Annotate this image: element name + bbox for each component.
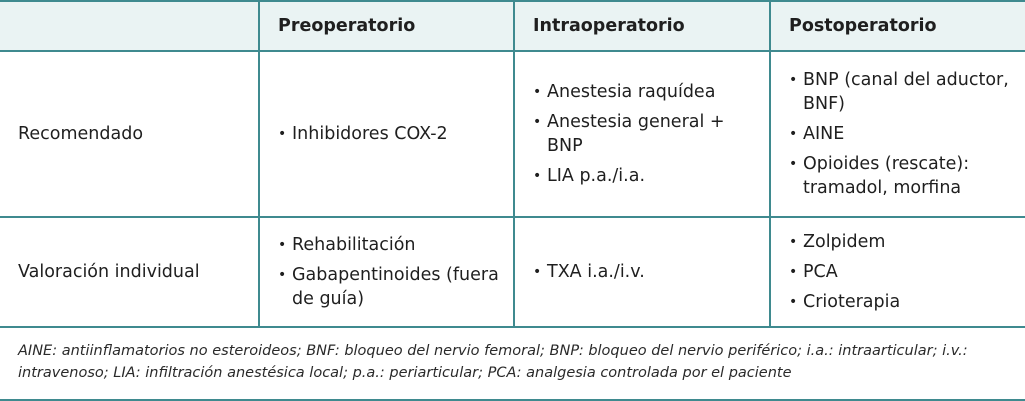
list-item: • Anestesia general + BNP <box>533 110 755 158</box>
header-postoperatorio: Postoperatorio <box>770 1 1025 51</box>
cell-valoracion-intra <box>514 217 770 327</box>
list-item: • AINE <box>789 122 1011 146</box>
cell-recomendado-intra <box>514 51 770 217</box>
row-label-recomendado: Recomendado <box>0 51 259 217</box>
list-item: • BNP (canal del aductor, BNF) <box>789 68 1011 116</box>
list-item: • Crioterapia <box>789 290 1011 314</box>
table-header-row <box>0 1 1025 51</box>
cell-valoracion-post <box>770 217 1025 327</box>
table-row-recomendado <box>0 51 1025 217</box>
cell-valoracion-pre <box>259 217 514 327</box>
list-item: • Zolpidem <box>789 230 1011 254</box>
list-item: • Inhibidores COX-2 <box>278 122 499 146</box>
row-label-valoracion-individual: Valoración individual <box>0 217 259 327</box>
list-item: • LIA p.a./i.a. <box>533 164 755 188</box>
header-empty <box>0 1 259 51</box>
header-preoperatorio: Preoperatorio <box>259 1 514 51</box>
cell-recomendado-pre <box>259 51 514 217</box>
list-item: • Rehabilitación <box>278 233 499 257</box>
cell-recomendado-post <box>770 51 1025 217</box>
list-item: • Gabapentinoides (fuera de guía) <box>278 263 499 311</box>
list-item: • PCA <box>789 260 1011 284</box>
list-item: • TXA i.a./i.v. <box>533 260 755 284</box>
table-row-valoracion-individual <box>0 217 1025 327</box>
list-item: • Opioides (rescate): tramadol, morfina <box>789 152 1011 200</box>
header-intraoperatorio: Intraoperatorio <box>514 1 770 51</box>
table-footnote: AINE: antiinflamatorios no esteroideos; BNF: bloqueo del nervio femoral; BNP: bloqueo del nervio periférico; i.a.: intraarticular; i.v.: intravenoso; LIA: infiltración anestésica local; p.a.: periarticular; PCA: analgesia controlada por el paciente <box>0 330 1025 401</box>
list-item: • Anestesia raquídea <box>533 80 755 104</box>
